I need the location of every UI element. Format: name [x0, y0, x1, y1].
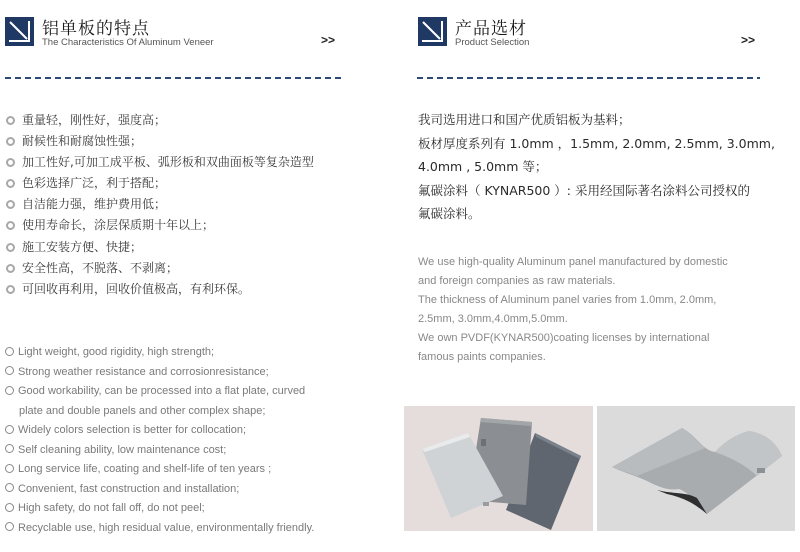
- list-item: Long service life, coating and shelf-life of ten years ;: [5, 460, 314, 480]
- arrow-corner-icon: [5, 17, 34, 46]
- circle-bullet-icon: [5, 347, 14, 356]
- product-selection-text-en: [418, 253, 728, 367]
- list-item: 加工性好,可加工成平板、弧形板和双曲面板等复杂造型: [6, 152, 314, 173]
- list-item: 施工安装方便、快捷；: [6, 237, 314, 258]
- more-link[interactable]: >>: [741, 33, 756, 47]
- curved-aluminum-panel-photo: [597, 406, 795, 531]
- circle-bullet-icon: [5, 503, 14, 512]
- list-item: 使用寿命长，涂层保质期十年以上；: [6, 215, 314, 236]
- list-item: Good workability, can be processed into a flat plate, curved: [5, 382, 314, 402]
- list-item: Recyclable use, high residual value, environmentally friendly.: [5, 519, 314, 539]
- list-item: Light weight, good rigidity, high strength;: [5, 343, 314, 363]
- arrow-corner-icon: [418, 17, 447, 46]
- list-item: Self cleaning ability, low maintenance cost;: [5, 441, 314, 461]
- list-item: 重量轻，刚性好，强度高；: [6, 110, 314, 131]
- circle-bullet-icon: [5, 522, 14, 531]
- list-item: 安全性高，不脱落、不剥离；: [6, 258, 314, 279]
- circle-bullet-icon: [5, 425, 14, 434]
- circle-bullet-icon: [6, 285, 15, 294]
- section-title-en: The Characteristics Of Aluminum Veneer: [42, 37, 214, 48]
- text-line: and foreign companies as raw materials.: [418, 275, 616, 287]
- list-item: 可回收再利用，回收价值极高，有利环保。: [6, 279, 314, 300]
- section-title-cn: 产品选材: [455, 19, 527, 39]
- circle-bullet-icon: [6, 264, 15, 273]
- circle-bullet-icon: [6, 137, 15, 146]
- text-line: famous paints companies.: [418, 351, 546, 363]
- dashed-divider: [417, 77, 760, 79]
- list-item: High safety, do not fall off, do not peel;: [5, 499, 314, 519]
- features-list-en: [5, 343, 314, 538]
- list-item: Strong weather resistance and corrosionresistance;: [5, 363, 314, 383]
- list-item: 色彩选择广泛，利于搭配；: [6, 173, 314, 194]
- circle-bullet-icon: [6, 243, 15, 252]
- text-line: 2.5mm, 3.0mm,4.0mm,5.0mm.: [418, 313, 568, 325]
- more-link[interactable]: >>: [321, 33, 336, 47]
- text-line: 板材厚度系列有 1.0mm ，1.5mm, 2.0mm, 2.5mm, 3.0mm,: [418, 135, 775, 151]
- circle-bullet-icon: [6, 179, 15, 188]
- features-list-cn: [6, 110, 314, 300]
- product-selection-header: [418, 16, 763, 48]
- list-item: 耐候性和耐腐蚀性强；: [6, 131, 314, 152]
- text-line: 氟碳涂料（ KYNAR500 ）: 采用经国际著名涂料公司授权的: [418, 182, 750, 198]
- circle-bullet-icon: [6, 221, 15, 230]
- circle-bullet-icon: [5, 386, 14, 395]
- circle-bullet-icon: [6, 158, 15, 167]
- list-item-continuation: plate and double panels and other complex shape;: [19, 404, 266, 417]
- product-selection-text-cn: [418, 108, 775, 226]
- text-line: 我司选用进口和国产优质铝板为基料；: [418, 112, 631, 127]
- circle-bullet-icon: [5, 444, 14, 453]
- list-item: Widely colors selection is better for collocation;: [5, 421, 314, 441]
- dashed-divider: [5, 77, 342, 79]
- circle-bullet-icon: [6, 200, 15, 209]
- circle-bullet-icon: [5, 483, 14, 492]
- list-item: Convenient, fast construction and installation;: [5, 480, 314, 500]
- flat-aluminum-panels-photo: [404, 406, 593, 531]
- text-line: The thickness of Aluminum panel varies from 1.0mm, 2.0mm,: [418, 294, 717, 306]
- text-line: 氟碳涂料。: [418, 206, 481, 222]
- characteristics-header: [5, 16, 345, 48]
- section-title-en: Product Selection: [455, 37, 530, 48]
- text-line: 4.0mm , 5.0mm 等；: [418, 159, 548, 175]
- list-item: 自洁能力强，维护费用低；: [6, 194, 314, 215]
- text-line: We own PVDF(KYNAR500)coating licenses by international: [418, 332, 710, 344]
- section-title-cn: 铝单板的特点: [42, 19, 150, 39]
- text-line: We use high-quality Aluminum panel manufactured by domestic: [418, 256, 728, 268]
- circle-bullet-icon: [5, 464, 14, 473]
- circle-bullet-icon: [5, 366, 14, 375]
- circle-bullet-icon: [6, 116, 15, 125]
